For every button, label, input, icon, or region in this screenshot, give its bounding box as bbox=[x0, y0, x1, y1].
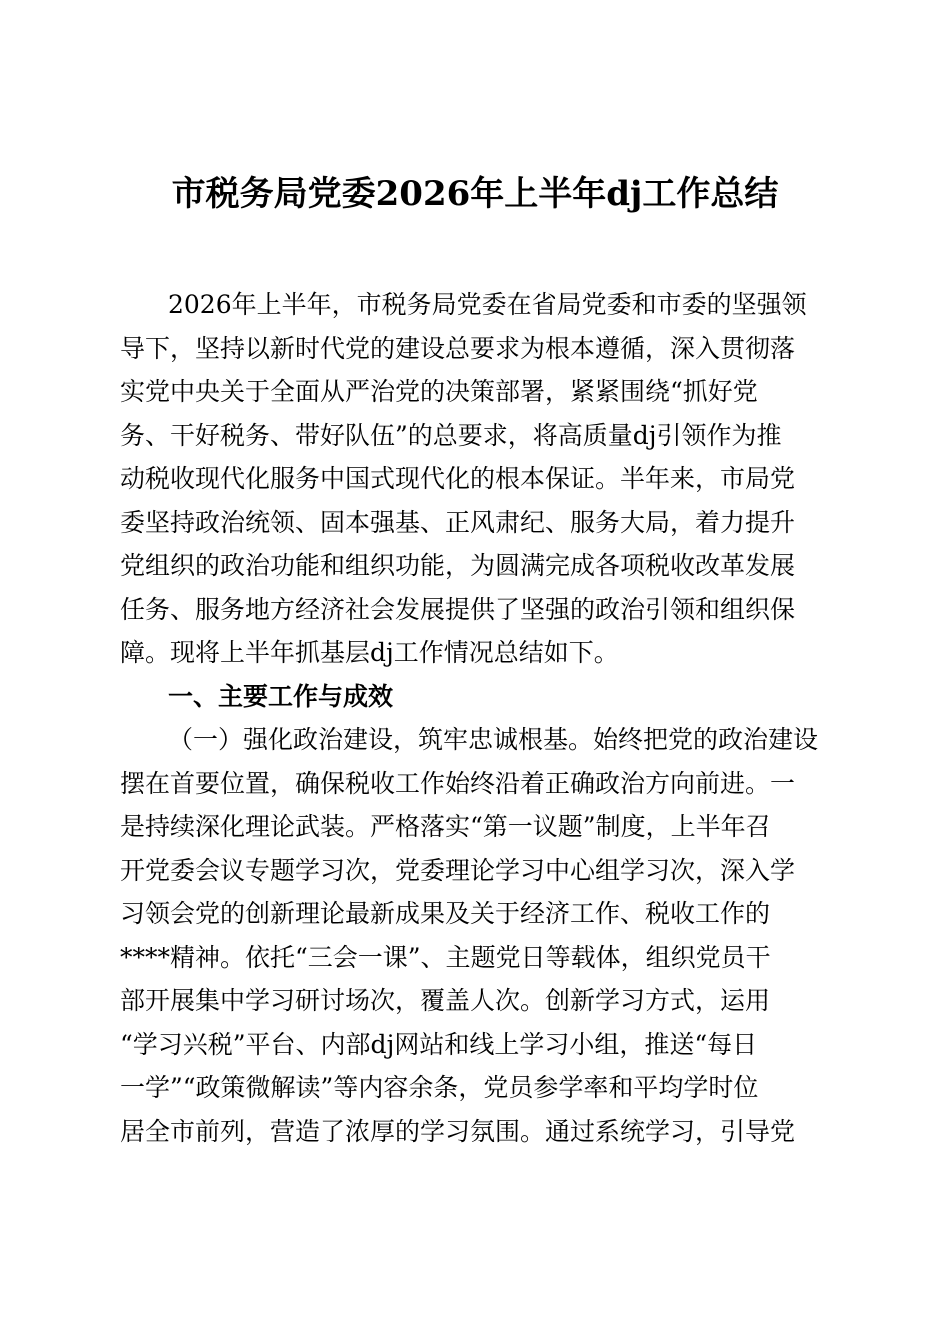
paragraph-line: 党组织的政治功能和组织功能，为圆满完成各项税收改革发展 bbox=[120, 551, 796, 580]
paragraph-line: 习领会党的创新理论最新成果及关于经济工作、税收工作的 bbox=[120, 899, 771, 928]
document-body bbox=[120, 283, 832, 1153]
paragraph-line: 障。现将上半年抓基层dj工作情况总结如下。 bbox=[120, 638, 619, 667]
paragraph-line: 任务、服务地方经济社会发展提供了坚强的政治引领和组织保 bbox=[120, 594, 796, 624]
paragraph-line: （一）强化政治建设，筑牢忠诚根基。始终把党的政治建设 bbox=[168, 725, 819, 754]
paragraph-line: 实党中央关于全面从严治党的决策部署，紧紧围绕“抓好党 bbox=[120, 377, 758, 406]
paragraph-line: 居全市前列，营造了浓厚的学习氛围。通过系统学习，引导党 bbox=[120, 1116, 796, 1146]
paragraph-line: 是持续深化理论武装。严格落实“第一议题”制度，上半年召 bbox=[120, 812, 771, 841]
paragraph-line: 一学”“政策微解读”等内容余条，党员参学率和平均学时位 bbox=[120, 1073, 759, 1102]
section-heading: 一、主要工作与成效 bbox=[168, 681, 394, 711]
paragraph-line: 2026年上半年，市税务局党委在省局党委和市委的坚强领 bbox=[168, 290, 807, 319]
paragraph-line: 开党委会议专题学习次，党委理论学习中心组学习次，深入学 bbox=[120, 855, 796, 885]
paragraph-line: 务、干好税务、带好队伍”的总要求，将高质量dj引领作为推 bbox=[120, 420, 782, 450]
paragraph-line: 部开展集中学习研讨场次，覆盖人次。创新学习方式，运用 bbox=[120, 986, 771, 1015]
paragraph-line: ****精神。依托“三会一课”、主题党日等载体，组织党员干 bbox=[120, 942, 771, 972]
paragraph-line: “学习兴税”平台、内部dj网站和线上学习小组，推送“每日 bbox=[120, 1029, 758, 1059]
paragraph-line: 动税收现代化服务中国式现代化的根本保证。半年来，市局党 bbox=[120, 464, 796, 493]
paragraph-line: 导下，坚持以新时代党的建设总要求为根本遵循，深入贯彻落 bbox=[120, 333, 796, 363]
paragraph-line: 委坚持政治统领、固本强基、正风肃纪、服务大局，着力提升 bbox=[120, 507, 796, 537]
document-title: 市税务局党委2026年上半年dj工作总结 bbox=[171, 174, 779, 214]
paragraph-line: 摆在首要位置，确保税收工作始终沿着正确政治方向前进。一 bbox=[120, 768, 796, 798]
